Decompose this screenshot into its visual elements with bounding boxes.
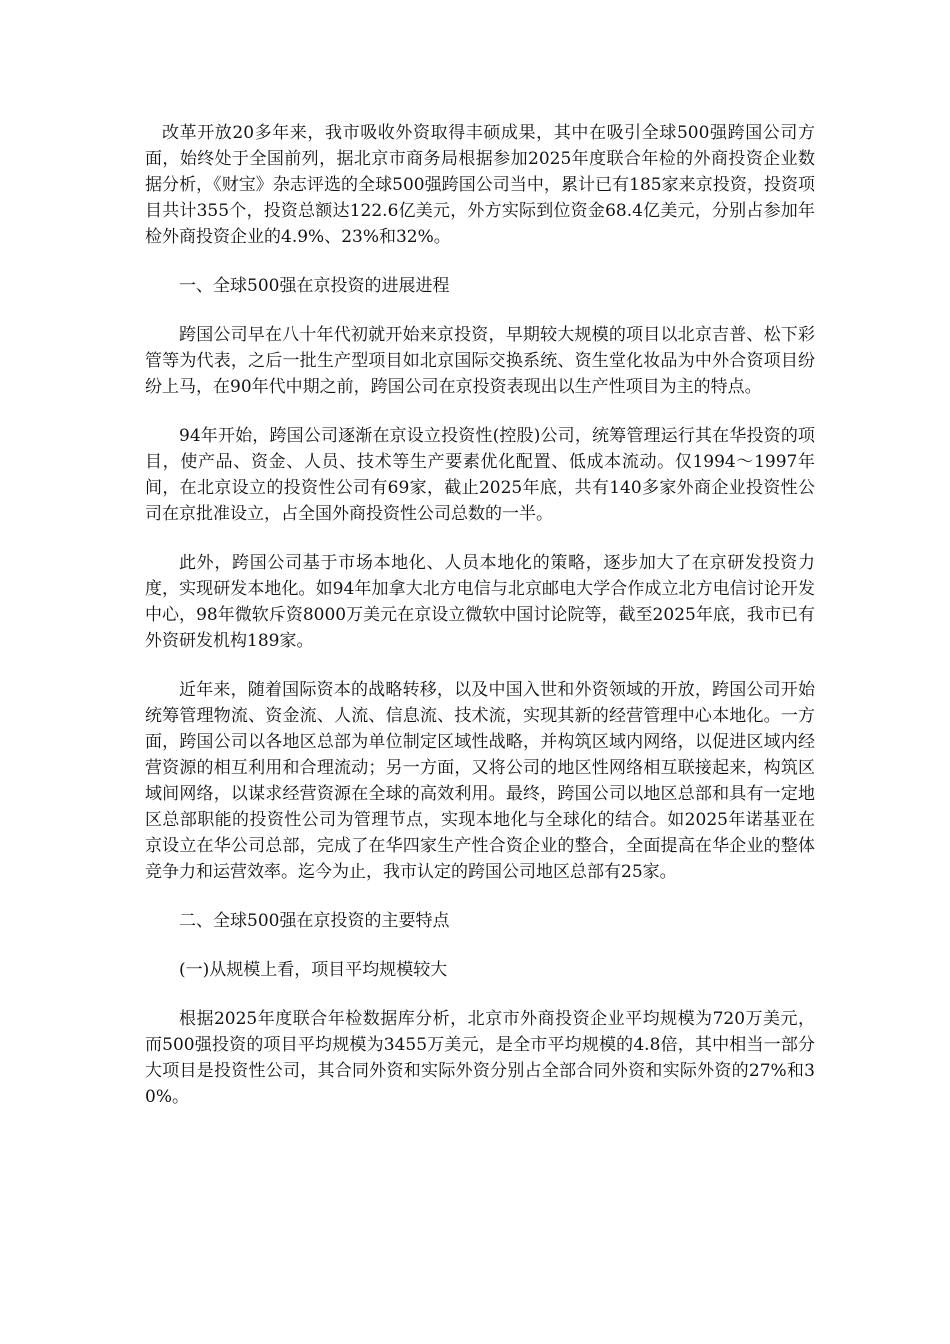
paragraph-holding-companies: 94年开始，跨国公司逐渐在京设立投资性(控股)公司，统筹管理运行其在华投资的项目，使产品、资金、人员、技术等生产要素优化配置、低成本流动。仅1994～1997年间，在北京设立的投资性公司有69家，截止2025年底，共有140多家外商企业投资性公司在京批准设立，占全国外商投资性公司总数的一半。	[145, 426, 815, 524]
paragraph-project-scale: 根据2025年度联合年检数据库分析，北京市外商投资企业平均规模为720万美元，而500强投资的项目平均规模为3455万美元，是全市平均规模的4.8倍，其中相当一部分大项目是投资性公司，其合同外资和实际外资分别占全部合同外资和实际外资的27%和30%。	[145, 1009, 815, 1107]
paragraph-early-investment: 跨国公司早在八十年代初就开始来京投资，早期较大规模的项目以北京吉普、松下彩管等为代表，之后一批生产型项目如北京国际交换系统、资生堂化妆品为中外合资项目纷纷上马，在90年代中期之前，跨国公司在京投资表现出以生产性项目为主的特点。	[145, 325, 815, 397]
subsection-heading-1: (一)从规模上看，项目平均规模较大	[179, 960, 448, 980]
paragraph-regional-headquarters: 近年来，随着国际资本的战略转移，以及中国入世和外资领域的开放，跨国公司开始统筹管理物流、资金流、人流、信息流、技术流，实现其新的经营管理中心本地化。一方面，跨国公司以各地区总部为单位制定区域性战略，并构筑区域内网络，以促进区域内经营资源的相互利用和合理流动；另一方面，又将公司的地区性网络相互联接起来，构筑区域间网络，以谋求经营资源在全球的高效利用。最终，跨国公司以地区总部和具有一定地区总部职能的投资性公司为管理节点，实现本地化与全球化的结合。如2025年诺基亚在京设立在华公司总部，完成了在华四家生产性合资企业的整合，全面提高在华企业的整体竞争力和运营效率。迄今为止，我市认定的跨国公司地区总部有25家。	[145, 680, 815, 882]
paragraph-rd-localization: 此外，跨国公司基于市场本地化、人员本地化的策略，逐步加大了在京研发投资力度，实现研发本地化。如94年加拿大北方电信与北京邮电大学合作成立北方电信讨论开发中心，98年微软斥资8000万美元在京设立微软中国讨论院等，截至2025年底，我市已有外资研发机构189家。	[145, 553, 815, 651]
section-heading-2: 二、全球500强在京投资的主要特点	[179, 911, 450, 931]
paragraph-intro: 改革开放20多年来，我市吸收外资取得丰硕成果，其中在吸引全球500强跨国公司方面，始终处于全国前列，据北京市商务局根据参加2025年度联合年检的外商投资企业数据分析，《财宝》杂志评选的全球500强跨国公司当中，累计已有185家来京投资，投资项目共计355个，投资总额达122.6亿美元，外方实际到位资金68.4亿美元，分别占参加年检外商投资企业的4.9%、23%和32%。	[145, 123, 815, 247]
section-heading-1: 一、全球500强在京投资的进展进程	[179, 276, 450, 296]
document-body	[145, 120, 815, 1133]
